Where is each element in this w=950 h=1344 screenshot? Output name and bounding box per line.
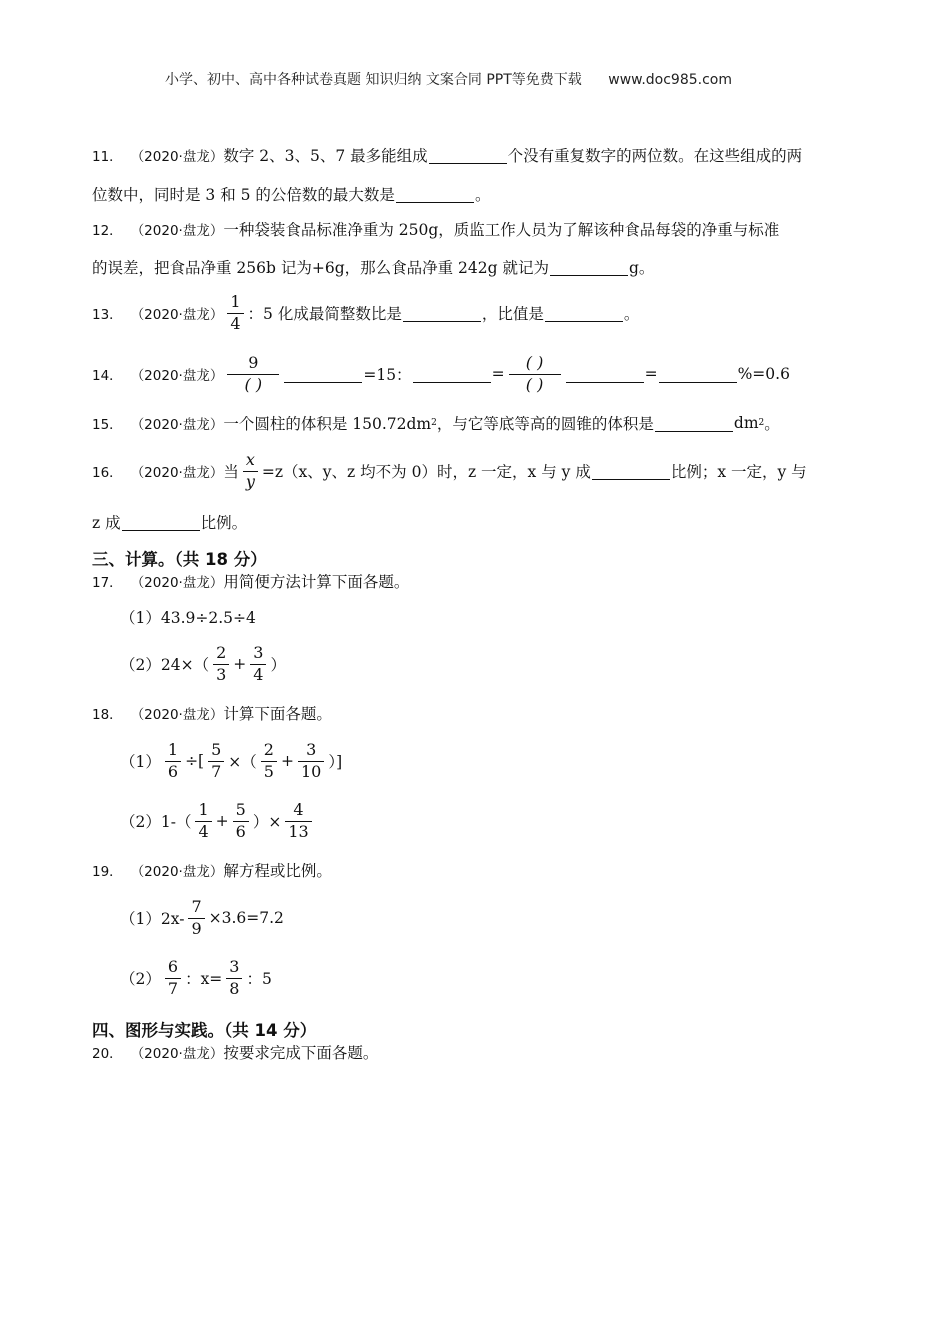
fraction: $\frac{2}{5}$ [261, 742, 277, 781]
answer-blank[interactable] [592, 463, 670, 480]
answer-blank[interactable] [413, 366, 491, 383]
question-19-part-1: （1）2x- $\frac{7}{9}$ ×3.6=7.2 [120, 896, 284, 938]
fraction: $\frac{5}{6}$ [233, 802, 249, 841]
header-url: www.doc985.com [608, 72, 732, 88]
section-heading-3: 三、计算。（共 18 分） [92, 550, 267, 569]
fraction: $\frac{5}{7}$ [208, 742, 224, 781]
question-12-cont: 的误差，把食品净重 256b 记为+6g，那么食品净重 242g 就记为 g。 [92, 259, 655, 277]
answer-blank[interactable] [566, 366, 644, 383]
answer-blank[interactable] [396, 186, 474, 203]
question-18-part-2: （2）1-（ $\frac{1}{4}$ + $\frac{5}{6}$ ）× $\frac{4}{13}$ [120, 795, 316, 847]
question-11: 11． （2020·盘龙） 数字 2、3、5、7 最多能组成 个没有重复数字的两位数。在这些组成的两 [92, 147, 803, 165]
header-text: 小学、初中、高中各种试卷真题 知识归纳 文案合同 PPT等免费下载 [165, 72, 582, 88]
question-17-part-1: （1）43.9÷2.5÷4 [120, 609, 256, 627]
fraction: $\frac{1}{4}$ [227, 294, 243, 333]
answer-blank[interactable] [122, 514, 200, 531]
answer-blank[interactable] [403, 305, 481, 322]
answer-blank[interactable] [284, 366, 362, 383]
fraction: $\frac{9}{( )}$ [227, 355, 279, 394]
question-18: 18． （2020·盘龙） 计算下面各题。 [92, 705, 332, 723]
question-20: 20． （2020·盘龙） 按要求完成下面各题。 [92, 1044, 379, 1062]
question-15: 15． （2020·盘龙） 一个圆柱的体积是 150.72dm 2 ，与它等底等高的圆锥的体积是 dm 2 。 [92, 414, 780, 433]
section-heading-4: 四、图形与实践。（共 14 分） [92, 1021, 317, 1040]
question-12: 12． （2020·盘龙） 一种袋装食品标准净重为 250g，质监工作人员为了解该种食品每袋的净重与标准 [92, 221, 780, 239]
question-17-part-2: （2）24×（ $\frac{2}{3}$ + $\frac{3}{4}$ ） [120, 642, 286, 684]
question-16-cont: z 成 比例。 [92, 514, 248, 532]
fraction: $\frac{3}{8}$ [226, 959, 242, 998]
fraction: $\frac{4}{13}$ [285, 802, 311, 841]
question-16: 16． （2020·盘龙） 当 $\frac{x}{y}$ =z（x、y、z 均不为 0）时，z 一定，x 与 y 成 比例；x 一定，y 与 [92, 449, 807, 491]
answer-blank[interactable] [429, 147, 507, 164]
answer-blank[interactable] [659, 366, 737, 383]
fraction: $\frac{2}{3}$ [213, 645, 229, 684]
fraction: $\frac{3}{10}$ [298, 742, 324, 781]
answer-blank[interactable] [655, 415, 733, 432]
fraction: $\frac{( )}{( )}$ [509, 355, 561, 394]
question-17: 17． （2020·盘龙） 用简便方法计算下面各题。 [92, 573, 410, 591]
page-header [165, 69, 732, 89]
fraction: $\frac{3}{4}$ [250, 645, 266, 684]
fraction: $\frac{7}{9}$ [188, 899, 204, 938]
question-14: 14． （2020·盘龙） $\frac{9}{( )}$ =15： = $\frac{( )}{( )}$ = %=0.6 [92, 352, 790, 394]
question-13: 13． （2020·盘龙） $\frac{1}{4}$ ：5 化成最简整数比是 ，比值是 。 [92, 291, 640, 333]
question-19: 19． （2020·盘龙） 解方程或比例。 [92, 862, 332, 880]
fraction: $\frac{6}{7}$ [165, 959, 181, 998]
fraction: $\frac{1}{4}$ [195, 802, 211, 841]
question-11-cont: 位数中，同时是 3 和 5 的公倍数的最大数是 。 [92, 186, 491, 204]
fraction: $\frac{1}{6}$ [165, 742, 181, 781]
answer-blank[interactable] [545, 305, 623, 322]
answer-blank[interactable] [550, 259, 628, 276]
question-19-part-2: （2） $\frac{6}{7}$ ：x= $\frac{3}{8}$ ：5 [120, 956, 272, 998]
fraction: $\frac{x}{y}$ [243, 452, 258, 491]
question-18-part-1: （1） $\frac{1}{6}$ ÷[ $\frac{5}{7}$ ×（ $\frac{2}{5}$ + $\frac{3}{10}$ ）] [120, 739, 343, 781]
